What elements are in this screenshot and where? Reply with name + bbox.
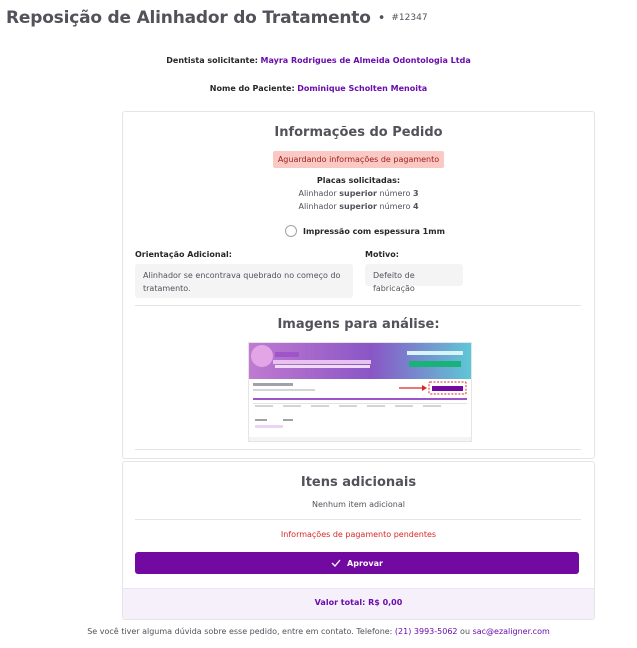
title-separator: • (377, 10, 386, 26)
contact-phone-link[interactable]: (21) 3993-5062 (394, 627, 458, 636)
no-additional-items: Nenhum item adicional (312, 500, 405, 509)
analysis-image[interactable] (248, 342, 472, 442)
print-thickness-label: Impressão com espessura 1mm (303, 226, 445, 236)
guidance-label: Orientação Adicional: (135, 250, 232, 259)
images-heading: Imagens para análise: (277, 317, 440, 332)
additional-items-card (122, 461, 595, 620)
contact-email-link[interactable]: sac@ezaligner.com (472, 627, 550, 636)
patient-label: Nome do Paciente: (209, 84, 295, 93)
divider (135, 519, 581, 520)
status-badge-wrap (123, 147, 594, 168)
patient-line (0, 84, 637, 93)
contact-note (0, 627, 637, 636)
reason-label: Motivo: (365, 250, 399, 259)
dentist-line (0, 56, 637, 65)
check-icon (331, 559, 341, 567)
reason-value: Defeito de fabricação (365, 264, 463, 286)
page-title: Reposição de Alinhador do Tratamento (6, 8, 371, 28)
contact-or: ou (457, 627, 473, 636)
dentist-value: Mayra Rodrigues de Almeida Odontologia Ltda (260, 56, 471, 65)
status-badge: Aguardando informações de pagamento (273, 151, 444, 168)
print-thickness-option[interactable] (285, 225, 445, 237)
divider (135, 305, 581, 306)
approve-button[interactable] (135, 552, 579, 574)
page-header (6, 8, 428, 28)
analysis-image-screenshot (249, 343, 471, 441)
plates-label: Placas solicitadas: (316, 176, 401, 185)
plate-item: Alinhador superior número 3 (298, 189, 419, 198)
additional-items-heading: Itens adicionais (300, 475, 417, 490)
divider (135, 449, 581, 450)
plate-item: Alinhador superior número 4 (298, 202, 419, 211)
dentist-label: Dentista solicitante: (166, 56, 258, 65)
patient-value: Dominique Scholten Menoita (297, 84, 428, 93)
print-thickness-radio[interactable] (285, 225, 297, 237)
order-info-card (122, 111, 595, 459)
payment-pending-text: Informações de pagamento pendentes (280, 530, 437, 539)
contact-text: Se você tiver alguma dúvida sobre esse pedido, entre em contato. Telefone: (87, 627, 395, 636)
total-value: Valor total: R$ 0,00 (314, 598, 403, 607)
guidance-value: Alinhador se encontrava quebrado no começo do tratamento. (135, 264, 353, 298)
total-bar (123, 588, 594, 619)
approve-button-label: Aprovar (347, 558, 383, 568)
order-id: #12347 (391, 13, 428, 23)
order-info-heading: Informações do Pedido (274, 125, 443, 140)
